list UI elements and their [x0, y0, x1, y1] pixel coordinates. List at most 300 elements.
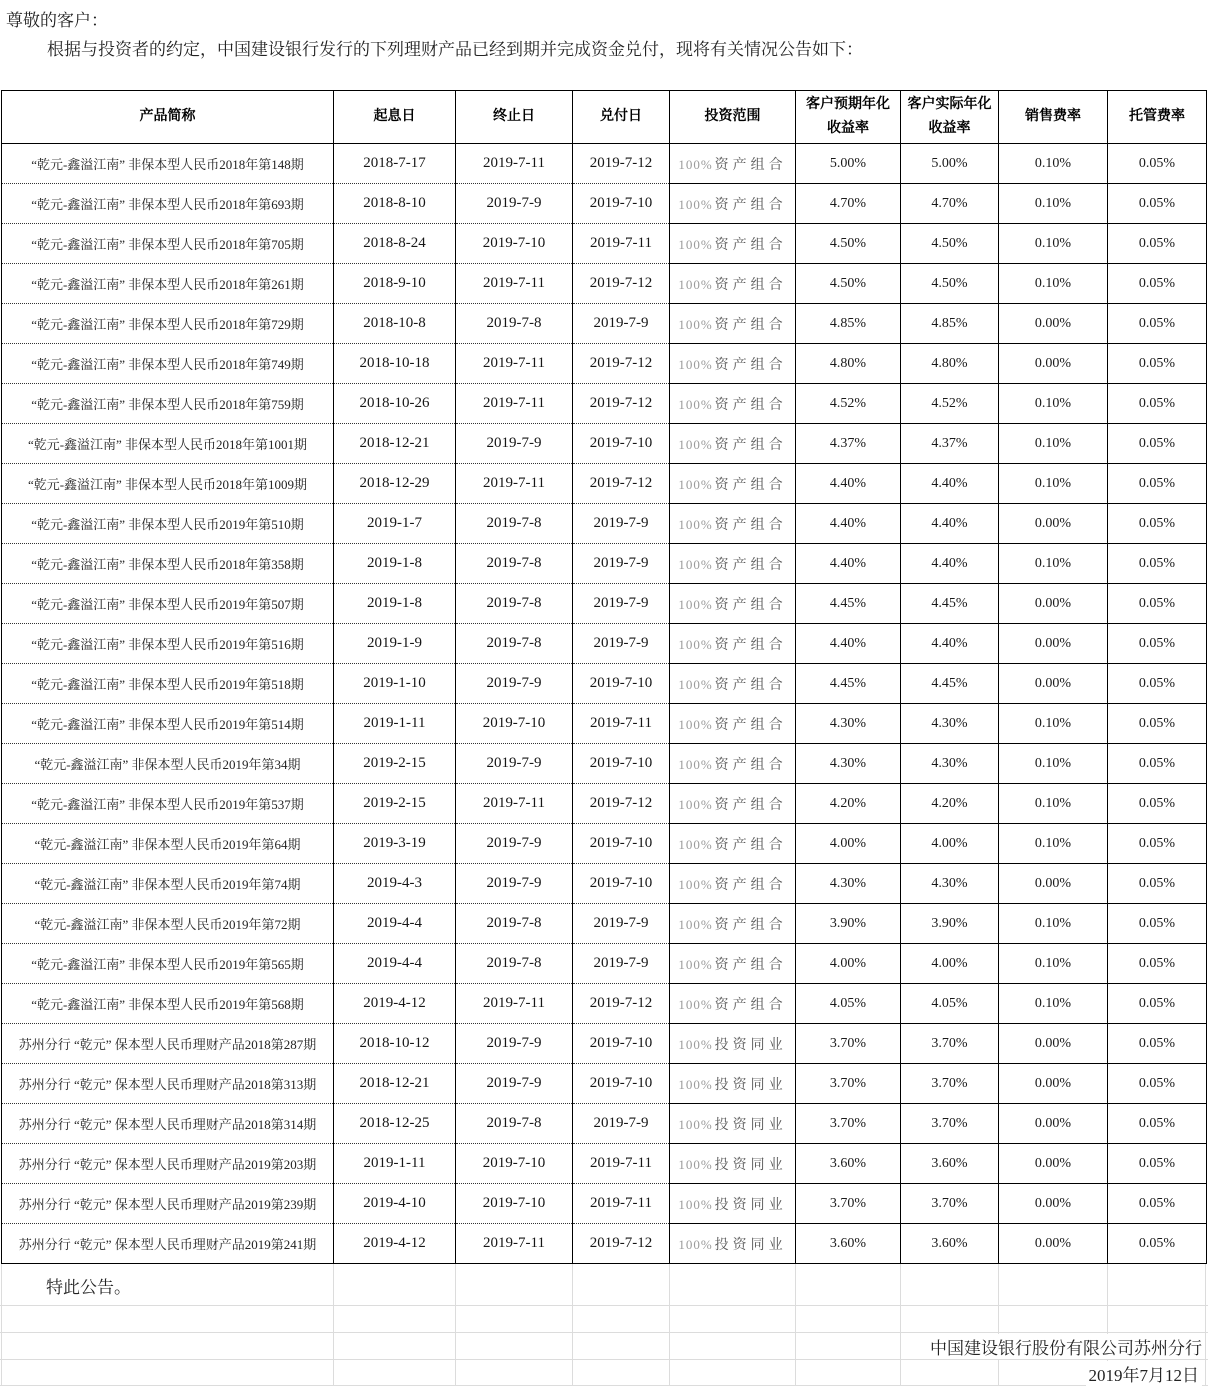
scope-label: 资产组合: [714, 197, 787, 213]
scope-percent: 100%: [678, 1156, 713, 1172]
expected-rate-cell: 4.45%: [796, 664, 901, 704]
payment-date-cell: 2019-7-9: [573, 584, 670, 624]
investment-scope-cell: [670, 344, 796, 384]
start-date-cell: 2018-8-10: [334, 184, 456, 224]
start-date-cell: 2018-8-24: [334, 224, 456, 264]
product-name-cell: 苏州分行 “乾元” 保本型人民币理财产品2018第313期: [2, 1064, 334, 1104]
scope-percent: 100%: [678, 996, 713, 1012]
sales-fee-cell: 0.00%: [999, 1024, 1108, 1064]
start-date-cell: 2019-1-11: [334, 704, 456, 744]
custody-fee-cell: 0.05%: [1108, 984, 1207, 1024]
scope-percent: 100%: [678, 916, 713, 932]
expected-rate-cell: 3.60%: [796, 1224, 901, 1264]
greeting-text: 尊敬的客户：: [6, 11, 108, 30]
custody-fee-cell: 0.05%: [1108, 224, 1207, 264]
end-date-cell: 2019-7-9: [456, 1024, 573, 1064]
end-date-cell: 2019-7-8: [456, 304, 573, 344]
payment-date-cell: 2019-7-9: [573, 1104, 670, 1144]
sales-fee-cell: 0.00%: [999, 1104, 1108, 1144]
start-date-cell: 2019-4-3: [334, 864, 456, 904]
sales-fee-cell: 0.10%: [999, 224, 1108, 264]
closing-text: 特此公告。: [46, 1278, 131, 1297]
start-date-cell: 2019-1-7: [334, 504, 456, 544]
expected-rate-cell: 4.30%: [796, 864, 901, 904]
table-header-row: [2, 91, 1207, 144]
scope-percent: 100%: [678, 156, 713, 172]
product-name-cell: 苏州分行 “乾元” 保本型人民币理财产品2019第239期: [2, 1184, 334, 1224]
custody-fee-cell: 0.05%: [1108, 504, 1207, 544]
end-date-cell: 2019-7-9: [456, 424, 573, 464]
product-name-cell: “乾元-鑫溢江南” 非保本型人民币2019年第507期: [2, 584, 334, 624]
actual-rate-cell: 4.30%: [901, 864, 999, 904]
intro-text: 根据与投资者的约定，中国建设银行发行的下列理财产品已经到期并完成资金兑付，现将有关情况公告如下：: [47, 40, 863, 59]
actual-rate-cell: 3.90%: [901, 904, 999, 944]
actual-rate-cell: 4.00%: [901, 944, 999, 984]
sales-fee-cell: 0.00%: [999, 1184, 1108, 1224]
custody-fee-cell: 0.05%: [1108, 304, 1207, 344]
actual-rate-cell: 5.00%: [901, 144, 999, 184]
custody-fee-cell: 0.05%: [1108, 904, 1207, 944]
sales-fee-cell: 0.10%: [999, 944, 1108, 984]
sales-fee-cell: 0.00%: [999, 1144, 1108, 1184]
table-row: [2, 904, 1207, 944]
scope-label: 资产组合: [714, 157, 787, 173]
actual-rate-cell: 4.40%: [901, 624, 999, 664]
end-date-cell: 2019-7-9: [456, 664, 573, 704]
scope-label: 资产组合: [714, 557, 787, 573]
start-date-cell: 2018-10-12: [334, 1024, 456, 1064]
sales-fee-cell: 0.10%: [999, 464, 1108, 504]
payment-date-cell: 2019-7-10: [573, 824, 670, 864]
actual-rate-cell: 4.85%: [901, 304, 999, 344]
header-sales-fee: 销售费率: [999, 91, 1108, 144]
product-name-cell: “乾元-鑫溢江南” 非保本型人民币2018年第261期: [2, 264, 334, 304]
table-row: [2, 704, 1207, 744]
expected-rate-cell: 4.40%: [796, 464, 901, 504]
expected-rate-cell: 4.30%: [796, 744, 901, 784]
end-date-cell: 2019-7-11: [456, 1224, 573, 1264]
custody-fee-cell: 0.05%: [1108, 1144, 1207, 1184]
actual-rate-cell: 3.60%: [901, 1144, 999, 1184]
custody-fee-cell: 0.05%: [1108, 184, 1207, 224]
investment-scope-cell: [670, 424, 796, 464]
end-date-cell: 2019-7-9: [456, 1064, 573, 1104]
product-name-cell: “乾元-鑫溢江南” 非保本型人民币2019年第72期: [2, 904, 334, 944]
start-date-cell: 2018-12-21: [334, 1064, 456, 1104]
end-date-cell: 2019-7-8: [456, 944, 573, 984]
custody-fee-cell: 0.05%: [1108, 544, 1207, 584]
payment-date-cell: 2019-7-12: [573, 344, 670, 384]
table-row: [2, 1224, 1207, 1264]
payment-date-cell: 2019-7-10: [573, 1024, 670, 1064]
investment-scope-cell: [670, 144, 796, 184]
table-row: [2, 184, 1207, 224]
expected-rate-cell: 3.70%: [796, 1024, 901, 1064]
scope-percent: 100%: [678, 1036, 713, 1052]
payment-date-cell: 2019-7-10: [573, 1064, 670, 1104]
end-date-cell: 2019-7-9: [456, 184, 573, 224]
payment-date-cell: 2019-7-10: [573, 864, 670, 904]
payment-date-cell: 2019-7-11: [573, 1184, 670, 1224]
scope-label: 资产组合: [714, 317, 787, 333]
product-name-cell: “乾元-鑫溢江南” 非保本型人民币2019年第516期: [2, 624, 334, 664]
scope-label: 投资同业: [714, 1077, 787, 1093]
start-date-cell: 2019-4-4: [334, 944, 456, 984]
actual-rate-cell: 3.70%: [901, 1184, 999, 1224]
payment-date-cell: 2019-7-9: [573, 904, 670, 944]
product-name-cell: 苏州分行 “乾元” 保本型人民币理财产品2018第287期: [2, 1024, 334, 1064]
end-date-cell: 2019-7-10: [456, 1184, 573, 1224]
scope-label: 资产组合: [714, 997, 787, 1013]
end-date-cell: 2019-7-11: [456, 784, 573, 824]
scope-label: 资产组合: [714, 757, 787, 773]
expected-rate-cell: 4.30%: [796, 704, 901, 744]
table-row: [2, 624, 1207, 664]
scope-percent: 100%: [678, 476, 713, 492]
investment-scope-cell: [670, 304, 796, 344]
investment-scope-cell: [670, 184, 796, 224]
start-date-cell: 2018-10-8: [334, 304, 456, 344]
table-row: [2, 744, 1207, 784]
actual-rate-cell: 4.45%: [901, 584, 999, 624]
scope-label: 资产组合: [714, 837, 787, 853]
custody-fee-cell: 0.05%: [1108, 1184, 1207, 1224]
scope-percent: 100%: [678, 716, 713, 732]
actual-rate-cell: 4.40%: [901, 504, 999, 544]
sales-fee-cell: 0.00%: [999, 864, 1108, 904]
custody-fee-cell: 0.05%: [1108, 1104, 1207, 1144]
custody-fee-cell: 0.05%: [1108, 344, 1207, 384]
sales-fee-cell: 0.10%: [999, 704, 1108, 744]
announcement-date: 2019年7月12日: [1086, 1361, 1203, 1386]
scope-percent: 100%: [678, 316, 713, 332]
header-payment-date: 兑付日: [573, 91, 670, 144]
scope-percent: 100%: [678, 596, 713, 612]
sales-fee-cell: 0.00%: [999, 304, 1108, 344]
product-name-cell: “乾元-鑫溢江南” 非保本型人民币2018年第1001期: [2, 424, 334, 464]
product-name-cell: 苏州分行 “乾元” 保本型人民币理财产品2019第203期: [2, 1144, 334, 1184]
scope-percent: 100%: [678, 676, 713, 692]
scope-label: 资产组合: [714, 917, 787, 933]
scope-label: 资产组合: [714, 877, 787, 893]
end-date-cell: 2019-7-8: [456, 504, 573, 544]
sales-fee-cell: 0.10%: [999, 184, 1108, 224]
custody-fee-cell: 0.05%: [1108, 624, 1207, 664]
scope-label: 资产组合: [714, 397, 787, 413]
end-date-cell: 2019-7-8: [456, 584, 573, 624]
scope-label: 资产组合: [714, 237, 787, 253]
scope-percent: 100%: [678, 836, 713, 852]
table-row: [2, 864, 1207, 904]
actual-rate-cell: 4.70%: [901, 184, 999, 224]
sales-fee-cell: 0.00%: [999, 664, 1108, 704]
product-name-cell: “乾元-鑫溢江南” 非保本型人民币2019年第34期: [2, 744, 334, 784]
expected-rate-cell: 5.00%: [796, 144, 901, 184]
table-row: [2, 424, 1207, 464]
scope-label: 资产组合: [714, 357, 787, 373]
custody-fee-cell: 0.05%: [1108, 744, 1207, 784]
actual-rate-cell: 4.50%: [901, 224, 999, 264]
end-date-cell: 2019-7-8: [456, 1104, 573, 1144]
scope-percent: 100%: [678, 956, 713, 972]
product-name-cell: “乾元-鑫溢江南” 非保本型人民币2018年第358期: [2, 544, 334, 584]
expected-rate-cell: 3.60%: [796, 1144, 901, 1184]
custody-fee-cell: 0.05%: [1108, 584, 1207, 624]
end-date-cell: 2019-7-8: [456, 544, 573, 584]
product-name-cell: “乾元-鑫溢江南” 非保本型人民币2019年第518期: [2, 664, 334, 704]
product-name-cell: 苏州分行 “乾元” 保本型人民币理财产品2018第314期: [2, 1104, 334, 1144]
start-date-cell: 2019-2-15: [334, 744, 456, 784]
investment-scope-cell: [670, 1184, 796, 1224]
custody-fee-cell: 0.05%: [1108, 424, 1207, 464]
product-name-cell: “乾元-鑫溢江南” 非保本型人民币2018年第1009期: [2, 464, 334, 504]
scope-percent: 100%: [678, 236, 713, 252]
investment-scope-cell: [670, 824, 796, 864]
sales-fee-cell: 0.00%: [999, 1064, 1108, 1104]
custody-fee-cell: 0.05%: [1108, 824, 1207, 864]
header-actual-rate: 客户实际年化收益率: [901, 91, 999, 144]
payment-date-cell: 2019-7-10: [573, 744, 670, 784]
sales-fee-cell: 0.00%: [999, 624, 1108, 664]
actual-rate-cell: 3.70%: [901, 1104, 999, 1144]
sales-fee-cell: 0.10%: [999, 264, 1108, 304]
payment-date-cell: 2019-7-12: [573, 384, 670, 424]
product-name-cell: “乾元-鑫溢江南” 非保本型人民币2019年第537期: [2, 784, 334, 824]
sales-fee-cell: 0.10%: [999, 824, 1108, 864]
expected-rate-cell: 4.40%: [796, 504, 901, 544]
header-end-date: 终止日: [456, 91, 573, 144]
company-signature: 中国建设银行股份有限公司苏州分行: [927, 1334, 1205, 1359]
scope-percent: 100%: [678, 756, 713, 772]
scope-percent: 100%: [678, 396, 713, 412]
payment-date-cell: 2019-7-10: [573, 424, 670, 464]
scope-label: 资产组合: [714, 797, 787, 813]
custody-fee-cell: 0.05%: [1108, 1024, 1207, 1064]
table-row: [2, 464, 1207, 504]
scope-percent: 100%: [678, 276, 713, 292]
sales-fee-cell: 0.10%: [999, 744, 1108, 784]
table-row: [2, 144, 1207, 184]
header-custody-fee: 托管费率: [1108, 91, 1207, 144]
table-row: [2, 784, 1207, 824]
start-date-cell: 2019-2-15: [334, 784, 456, 824]
product-name-cell: “乾元-鑫溢江南” 非保本型人民币2019年第510期: [2, 504, 334, 544]
actual-rate-cell: 4.05%: [901, 984, 999, 1024]
product-name-cell: “乾元-鑫溢江南” 非保本型人民币2019年第514期: [2, 704, 334, 744]
investment-scope-cell: [670, 944, 796, 984]
table-row: [2, 824, 1207, 864]
actual-rate-cell: 4.40%: [901, 464, 999, 504]
scope-percent: 100%: [678, 1116, 713, 1132]
custody-fee-cell: 0.05%: [1108, 1064, 1207, 1104]
sales-fee-cell: 0.10%: [999, 784, 1108, 824]
investment-scope-cell: [670, 864, 796, 904]
start-date-cell: 2019-4-4: [334, 904, 456, 944]
investment-scope-cell: [670, 584, 796, 624]
table-row: [2, 1104, 1207, 1144]
start-date-cell: 2019-4-10: [334, 1184, 456, 1224]
end-date-cell: 2019-7-10: [456, 704, 573, 744]
table-row: [2, 344, 1207, 384]
investment-scope-cell: [670, 264, 796, 304]
actual-rate-cell: 4.37%: [901, 424, 999, 464]
custody-fee-cell: 0.05%: [1108, 784, 1207, 824]
actual-rate-cell: 3.70%: [901, 1064, 999, 1104]
start-date-cell: 2019-4-12: [334, 984, 456, 1024]
payment-date-cell: 2019-7-10: [573, 664, 670, 704]
payment-date-cell: 2019-7-12: [573, 984, 670, 1024]
table-row: [2, 544, 1207, 584]
table-row: [2, 1024, 1207, 1064]
custody-fee-cell: 0.05%: [1108, 264, 1207, 304]
expected-rate-cell: 4.00%: [796, 824, 901, 864]
investment-scope-cell: [670, 984, 796, 1024]
sales-fee-cell: 0.00%: [999, 504, 1108, 544]
sales-fee-cell: 0.00%: [999, 584, 1108, 624]
sales-fee-cell: 0.10%: [999, 144, 1108, 184]
expected-rate-cell: 4.45%: [796, 584, 901, 624]
investment-scope-cell: [670, 744, 796, 784]
start-date-cell: 2018-10-26: [334, 384, 456, 424]
scope-percent: 100%: [678, 516, 713, 532]
end-date-cell: 2019-7-9: [456, 824, 573, 864]
custody-fee-cell: 0.05%: [1108, 1224, 1207, 1264]
investment-scope-cell: [670, 1224, 796, 1264]
table-row: [2, 664, 1207, 704]
start-date-cell: 2018-7-17: [334, 144, 456, 184]
expected-rate-cell: 4.00%: [796, 944, 901, 984]
scope-label: 资产组合: [714, 597, 787, 613]
scope-percent: 100%: [678, 1236, 713, 1252]
end-date-cell: 2019-7-11: [456, 344, 573, 384]
expected-rate-cell: 4.20%: [796, 784, 901, 824]
product-name-cell: “乾元-鑫溢江南” 非保本型人民币2019年第565期: [2, 944, 334, 984]
product-name-cell: “乾元-鑫溢江南” 非保本型人民币2019年第74期: [2, 864, 334, 904]
product-table: [1, 90, 1207, 1264]
scope-percent: 100%: [678, 556, 713, 572]
expected-rate-cell: 4.85%: [796, 304, 901, 344]
custody-fee-cell: 0.05%: [1108, 944, 1207, 984]
payment-date-cell: 2019-7-9: [573, 624, 670, 664]
expected-rate-cell: 4.80%: [796, 344, 901, 384]
expected-rate-cell: 4.70%: [796, 184, 901, 224]
scope-label: 资产组合: [714, 477, 787, 493]
scope-label: 资产组合: [714, 637, 787, 653]
investment-scope-cell: [670, 704, 796, 744]
scope-label: 投资同业: [714, 1037, 787, 1053]
start-date-cell: 2019-1-9: [334, 624, 456, 664]
end-date-cell: 2019-7-11: [456, 984, 573, 1024]
custody-fee-cell: 0.05%: [1108, 384, 1207, 424]
expected-rate-cell: 3.70%: [796, 1184, 901, 1224]
custody-fee-cell: 0.05%: [1108, 864, 1207, 904]
actual-rate-cell: 4.30%: [901, 744, 999, 784]
start-date-cell: 2018-12-25: [334, 1104, 456, 1144]
start-date-cell: 2019-4-12: [334, 1224, 456, 1264]
header-investment-scope: 投资范围: [670, 91, 796, 144]
scope-percent: 100%: [678, 876, 713, 892]
start-date-cell: 2019-3-19: [334, 824, 456, 864]
scope-label: 投资同业: [714, 1197, 787, 1213]
custody-fee-cell: 0.05%: [1108, 664, 1207, 704]
sales-fee-cell: 0.10%: [999, 544, 1108, 584]
scope-percent: 100%: [678, 1076, 713, 1092]
investment-scope-cell: [670, 1144, 796, 1184]
table-row: [2, 264, 1207, 304]
end-date-cell: 2019-7-8: [456, 904, 573, 944]
scope-label: 资产组合: [714, 717, 787, 733]
payment-date-cell: 2019-7-11: [573, 224, 670, 264]
actual-rate-cell: 4.00%: [901, 824, 999, 864]
actual-rate-cell: 4.30%: [901, 704, 999, 744]
start-date-cell: 2019-1-8: [334, 544, 456, 584]
table-row: [2, 224, 1207, 264]
actual-rate-cell: 3.60%: [901, 1224, 999, 1264]
start-date-cell: 2019-1-10: [334, 664, 456, 704]
investment-scope-cell: [670, 464, 796, 504]
actual-rate-cell: 4.52%: [901, 384, 999, 424]
sales-fee-cell: 0.00%: [999, 344, 1108, 384]
scope-label: 投资同业: [714, 1237, 787, 1253]
end-date-cell: 2019-7-11: [456, 264, 573, 304]
scope-label: 资产组合: [714, 677, 787, 693]
actual-rate-cell: 4.20%: [901, 784, 999, 824]
scope-label: 投资同业: [714, 1117, 787, 1133]
payment-date-cell: 2019-7-12: [573, 464, 670, 504]
end-date-cell: 2019-7-8: [456, 624, 573, 664]
start-date-cell: 2018-12-21: [334, 424, 456, 464]
scope-percent: 100%: [678, 196, 713, 212]
payment-date-cell: 2019-7-9: [573, 304, 670, 344]
header-product-name: 产品简称: [2, 91, 334, 144]
investment-scope-cell: [670, 904, 796, 944]
product-name-cell: “乾元-鑫溢江南” 非保本型人民币2018年第759期: [2, 384, 334, 424]
expected-rate-cell: 3.70%: [796, 1104, 901, 1144]
product-name-cell: “乾元-鑫溢江南” 非保本型人民币2018年第705期: [2, 224, 334, 264]
end-date-cell: 2019-7-11: [456, 144, 573, 184]
table-row: [2, 1144, 1207, 1184]
investment-scope-cell: [670, 624, 796, 664]
expected-rate-cell: 4.40%: [796, 624, 901, 664]
investment-scope-cell: [670, 384, 796, 424]
investment-scope-cell: [670, 1024, 796, 1064]
product-name-cell: “乾元-鑫溢江南” 非保本型人民币2018年第693期: [2, 184, 334, 224]
start-date-cell: 2018-10-18: [334, 344, 456, 384]
scope-percent: 100%: [678, 636, 713, 652]
investment-scope-cell: [670, 1104, 796, 1144]
scope-percent: 100%: [678, 356, 713, 372]
product-table-body: [2, 144, 1207, 1264]
payment-date-cell: 2019-7-10: [573, 184, 670, 224]
custody-fee-cell: 0.05%: [1108, 704, 1207, 744]
expected-rate-cell: 4.50%: [796, 264, 901, 304]
start-date-cell: 2018-12-29: [334, 464, 456, 504]
start-date-cell: 2018-9-10: [334, 264, 456, 304]
payment-date-cell: 2019-7-11: [573, 704, 670, 744]
expected-rate-cell: 4.37%: [796, 424, 901, 464]
scope-label: 资产组合: [714, 277, 787, 293]
scope-percent: 100%: [678, 1196, 713, 1212]
end-date-cell: 2019-7-9: [456, 864, 573, 904]
end-date-cell: 2019-7-10: [456, 224, 573, 264]
investment-scope-cell: [670, 224, 796, 264]
start-date-cell: 2019-1-11: [334, 1144, 456, 1184]
table-row: [2, 504, 1207, 544]
expected-rate-cell: 4.52%: [796, 384, 901, 424]
scope-percent: 100%: [678, 796, 713, 812]
table-row: [2, 304, 1207, 344]
table-row: [2, 1064, 1207, 1104]
